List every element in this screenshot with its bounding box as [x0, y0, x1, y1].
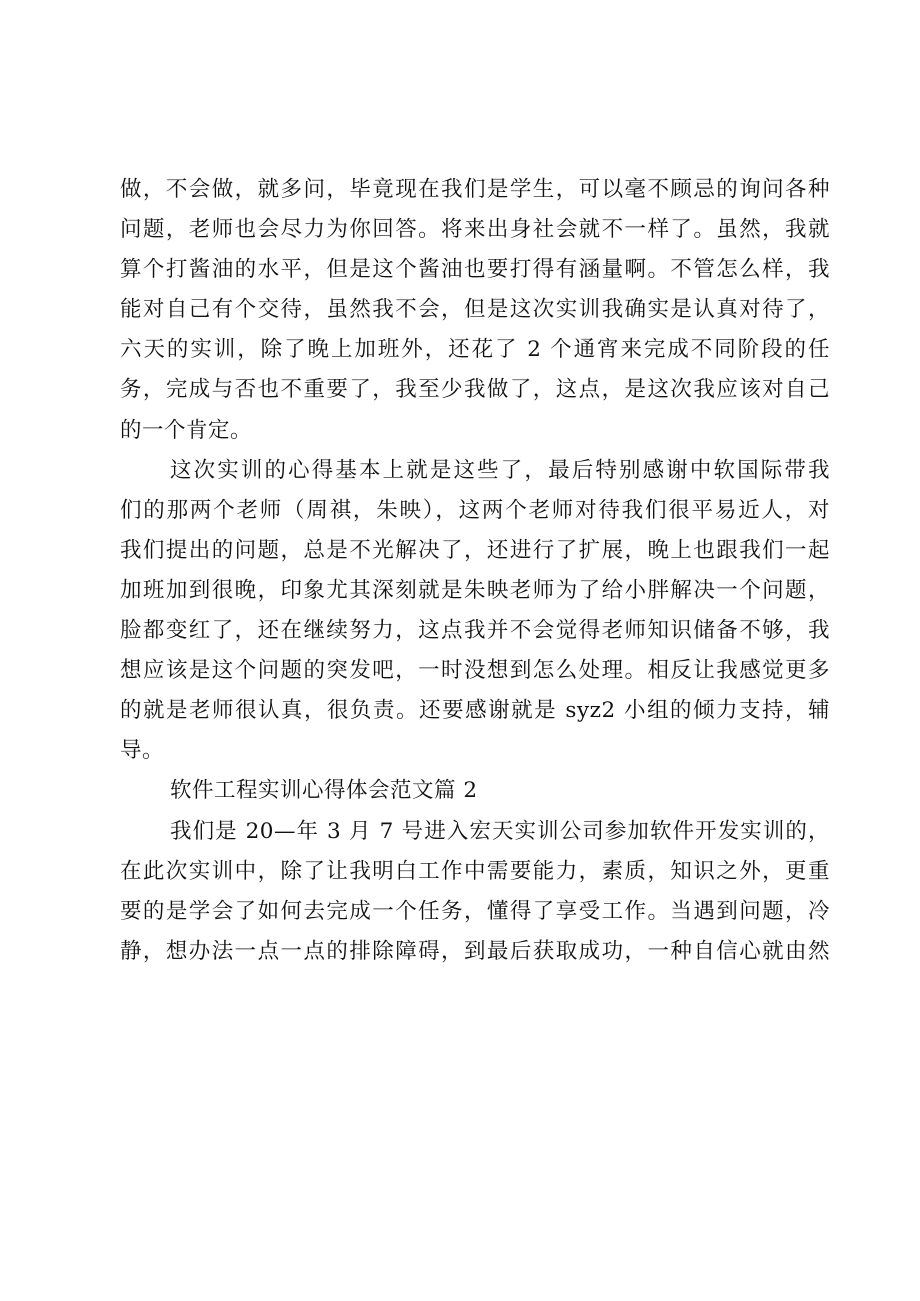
text-line: 我们提出的问题，总是不光解决了，还进行了扩展，晚上也跟我们一起 — [120, 537, 830, 563]
text-line: 算个打酱油的水平，但是这个酱油也要打得有涵量啊。不管怎么样，我 — [120, 257, 830, 283]
text-line: 静，想办法一点一点的排除障碍，到最后获取成功，一种自信心就由然 — [120, 938, 830, 964]
text-line: 导。 — [120, 738, 165, 764]
paragraph — [120, 812, 830, 972]
text-line: 做，不会做，就多问，毕竟现在我们是学生，可以毫不顾忌的询问各种 — [120, 177, 830, 202]
text-line: 在此次实训中，除了让我明白工作中需要能力，素质，知识之外，更重 — [120, 858, 830, 884]
paragraph — [120, 170, 830, 451]
text-line: 这次实训的心得基本上就是这些了，最后特别感谢中软国际带我 — [170, 457, 830, 483]
text-line: 要的是学会了如何去完成一个任务，懂得了享受工作。当遇到问题，冷 — [120, 898, 830, 924]
text-line: 的就是老师很认真，很负责。还要感谢就是 syz2 小组的倾力支持，辅 — [120, 698, 830, 724]
text-line: 问题，老师也会尽力为你回答。将来出身社会就不一样了。虽然，我就 — [120, 217, 830, 243]
text-line: 六天的实训，除了晚上加班外，还花了 2 个通宵来完成不同阶段的任 — [120, 337, 830, 363]
text-line: 我们是 20—年 3 月 7 号进入宏天实训公司参加软件开发实训的， — [170, 818, 830, 844]
paragraph — [120, 451, 830, 772]
text-line: 们的那两个老师（周祺，朱映），这两个老师对待我们很平易近人，对 — [120, 497, 830, 523]
section-heading: 软件工程实训心得体会范文篇 2 — [170, 778, 478, 804]
text-line: 加班加到很晚，印象尤其深刻就是朱映老师为了给小胖解决一个问题， — [120, 577, 830, 603]
document-body — [120, 170, 830, 972]
text-line: 务，完成与否也不重要了，我至少我做了，这点，是这次我应该对自己 — [120, 377, 830, 403]
text-line: 想应该是这个问题的突发吧，一时没想到怎么处理。相反让我感觉更多 — [120, 658, 830, 684]
text-line: 脸都变红了，还在继续努力，这点我并不会觉得老师知识储备不够，我 — [120, 618, 830, 644]
text-line: 能对自己有个交待，虽然我不会，但是这次实训我确实是认真对待了， — [120, 297, 830, 323]
text-line: 的一个肯定。 — [120, 417, 253, 443]
